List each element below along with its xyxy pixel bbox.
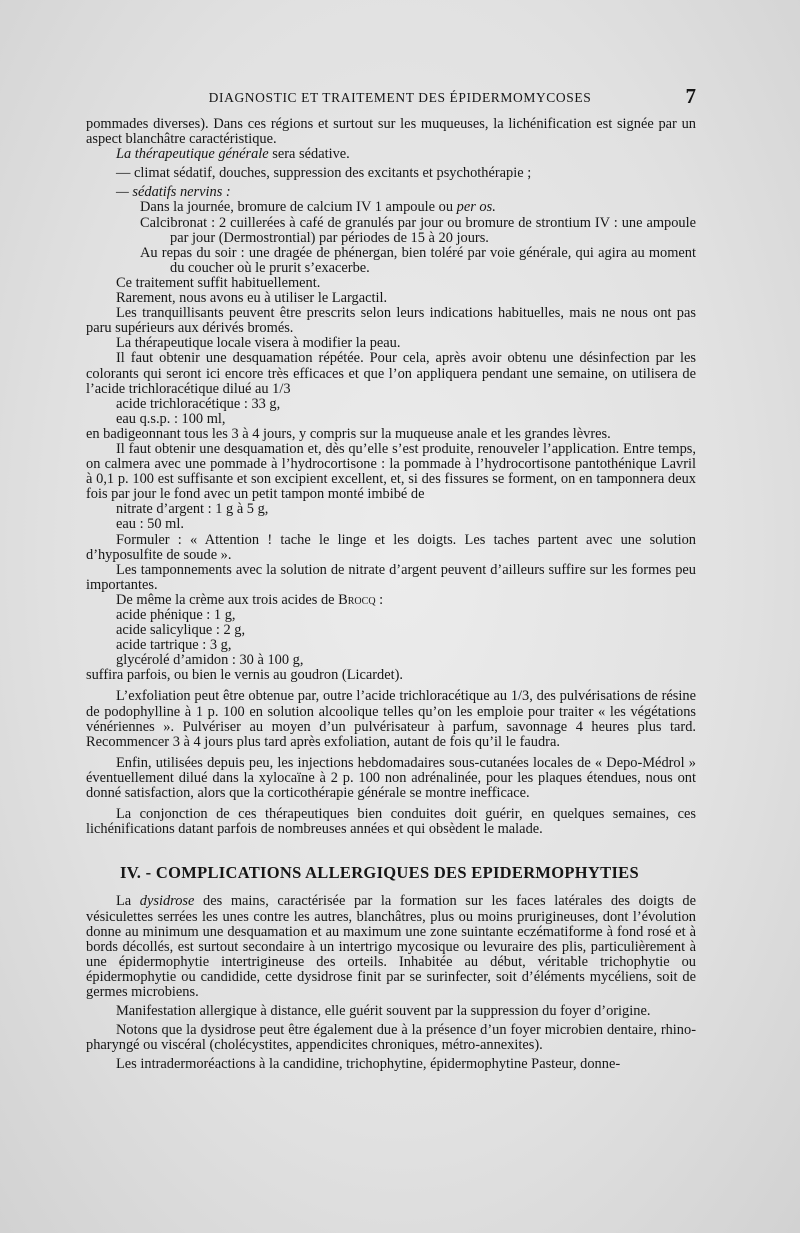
author-name: Brocq	[338, 591, 376, 608]
list-item: Au repas du soir : une dragée de phénergan, bien toléré par voie générale, qui agira au moment du coucher où le prurit s’exacerbe.	[140, 244, 696, 276]
paragraph: Les tamponnements avec la solution de nitrate d’argent peuvent d’ailleurs suffire sur les formes peu importantes.	[86, 561, 696, 593]
emphasis: per os.	[456, 199, 496, 216]
paragraph: La thérapeutique générale sera sédative.	[116, 146, 350, 163]
section-heading: IV. - COMPLICATIONS ALLERGIQUES DES EPIDERMOPHYTIES	[120, 863, 639, 883]
page-header	[0, 84, 800, 110]
paragraph: Il faut obtenir une desquamation répétée. Pour cela, après avoir obtenu une désinfection par les colorants qui seront ici encore très efficaces et que l’on appliquera pendant une semaine, on utilisera de l’acide trichloracétique dilué au 1/3	[86, 350, 696, 397]
paragraph: en badigeonnant tous les 3 à 4 jours, y compris sur la muqueuse anale et les grandes lèvres.	[86, 425, 611, 442]
paragraph: L’exfoliation peut être obtenue par, outre l’acide trichloracétique au 1/3, des pulvérisations de résine de podophylline à 1 p. 100 en solution alcoolique telles qu’on les emploie pour traiter « les végétations vénériennes ». Pulvériser au moyen d’un pulvérisateur à parfum, savonnage 4 heures plus tard. Recommencer 3 à 4 jours plus tard après exfoliation, autant de fois qu’il le faudra.	[86, 688, 696, 750]
formula-line: glycérolé d’amidon : 30 à 100 g,	[116, 652, 304, 669]
formula-line: eau q.s.p. : 100 ml,	[116, 410, 226, 427]
paragraph: La dysidrose des mains, caractérisée par la formation sur les faces latérales des doigts de vésiculettes serrées les unes contre les autres, blanchâtres, plus ou moins prurigineuses, dont l’évolution donne au minimum une desquamation et au maximum une zone suintante eczématiforme à fond rosé et à bords décollés, est surtout secondaire à un intertrigo mycosique ou levuraire des plis, particulièrement à une épidermophytie intertrigineuse des orteils. Inhabitée au début, véritable trichophytie ou épidermophytie ou candidide, cette dysidrose finit par se surinfecter, soit d’éléments mycéliens, soit de germes microbiens.	[86, 893, 696, 1000]
paragraph: Ce traitement suffit habituellement.	[116, 274, 321, 291]
list-item: Dans la journée, bromure de calcium IV 1 ampoule ou per os.	[140, 199, 496, 216]
formula-line: eau : 50 ml.	[116, 516, 184, 533]
paragraph: Formuler : « Attention ! tache le linge et les doigts. Les taches partent avec une solution d’hyposulfite de soude ».	[86, 531, 696, 563]
paragraph: pommades diverses). Dans ces régions et surtout sur les muqueuses, la lichénification est signée par un aspect blanchâtre caractéristique.	[86, 116, 696, 148]
list-item: — climat sédatif, douches, suppression des excitants et psychothérapie ;	[116, 165, 532, 182]
emphasis: dysidrose	[139, 893, 195, 910]
formula-line: acide salicylique : 2 g,	[116, 622, 246, 639]
page-number: 7	[685, 84, 696, 108]
paragraph: La thérapeutique locale visera à modifier la peau.	[116, 335, 401, 352]
list-item: — sédatifs nervins :	[116, 184, 231, 201]
running-title: DIAGNOSTIC ET TRAITEMENT DES ÉPIDERMOMYCOSES	[208, 90, 592, 105]
emphasis: La thérapeutique générale	[116, 146, 269, 163]
paragraph: Les tranquillisants peuvent être prescrits selon leurs indications habituelles, mais ne nous ont pas paru supérieurs aux dérivés bromés.	[86, 305, 696, 337]
formula-line: acide trichloracétique : 33 g,	[116, 395, 281, 412]
paragraph: Enfin, utilisées depuis peu, les injections hebdomadaires sous-cutanées locales de « Depo-Médrol » éventuellement dilué dans la xylocaïne à 2 p. 100 non adrénalinée, pour les plaques étendues, nous ont donné satisfaction, alors que la corticothérapie générale se montre inefficace.	[86, 754, 696, 802]
formula-line: nitrate d’argent : 1 g à 5 g,	[116, 501, 269, 518]
paragraph: Notons que la dysidrose peut être également due à la présence d’un foyer microbien dentaire, rhino-pharyngé ou viscéral (cholécystites, appendicites chroniques, métro-annexites).	[86, 1022, 696, 1054]
paragraph: Il faut obtenir une desquamation et, dès qu’elle s’est produite, renouveler l’application. Entre temps, on calmera avec une pommade à l’hydrocortisone : la pommade à l’hydrocortisone pantothénique Lavril à 0,1 p. 100 est suffisante et son excipient excellent, et, si des fissures se forment, on en tamponnera deux fois par jour le fond avec un petit tampon monté imbibé de	[86, 440, 696, 503]
paragraph: Manifestation allergique à distance, elle guérit souvent par la suppression du foyer d’origine.	[116, 1003, 651, 1020]
page-body	[86, 117, 696, 1072]
list-item: Calcibronat : 2 cuillerées à café de granulés par jour ou bromure de strontium IV : une ampoule par jour (Dermostrontial) par périodes de 15 à 20 jours.	[140, 214, 696, 246]
paragraph: La conjonction de ces thérapeutiques bien conduites doit guérir, en quelques semaines, ces lichénifications datant parfois de nombreuses années et qui obsèdent le malade.	[86, 806, 696, 838]
paragraph: De même la crème aux trois acides de Brocq :	[116, 591, 384, 608]
formula-line: acide phénique : 1 g,	[116, 607, 236, 623]
formula-line: acide tartrique : 3 g,	[116, 637, 232, 654]
paragraph: suffira parfois, ou bien le vernis au goudron (Licardet).	[86, 667, 404, 684]
paragraph: Rarement, nous avons eu à utiliser le Largactil.	[116, 290, 388, 307]
paragraph: Les intradermoréactions à la candidine, trichophytine, épidermophytine Pasteur, donne-	[116, 1056, 621, 1073]
